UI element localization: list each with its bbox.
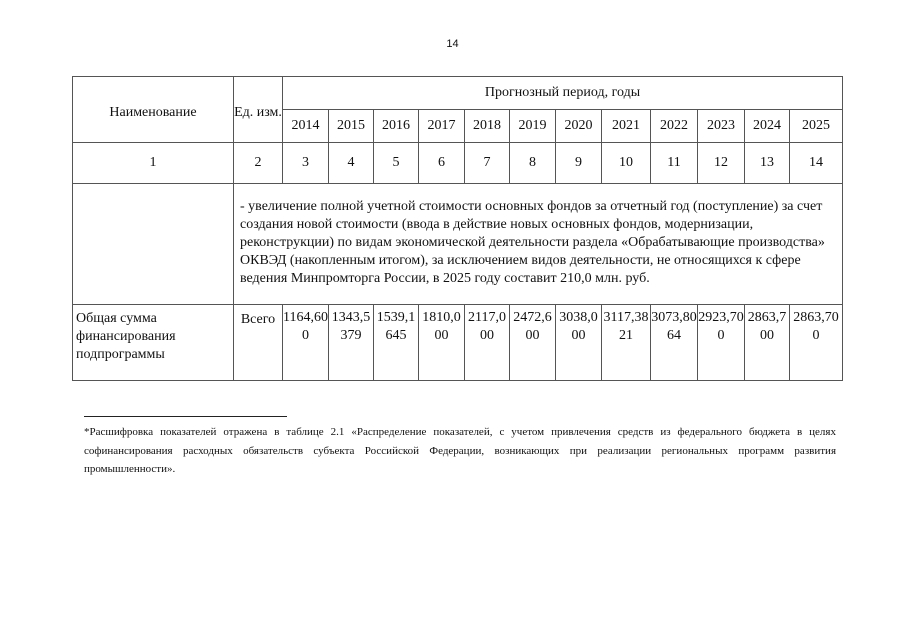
year-cell: 2016	[374, 110, 419, 143]
row-unit: Всего	[234, 305, 283, 381]
column-number: 3	[283, 143, 329, 184]
value-cell: 2472,600	[510, 305, 556, 381]
column-number: 2	[234, 143, 283, 184]
value-cell: 3073,8064	[651, 305, 698, 381]
value-cell: 1164,600	[283, 305, 329, 381]
page-number: 14	[446, 38, 459, 50]
year-cell: 2021	[602, 110, 651, 143]
value-cell: 2117,000	[465, 305, 510, 381]
column-number: 10	[602, 143, 651, 184]
value-cell: 1343,5379	[329, 305, 374, 381]
column-number: 14	[790, 143, 843, 184]
year-cell: 2015	[329, 110, 374, 143]
column-number: 6	[419, 143, 465, 184]
year-cell: 2017	[419, 110, 465, 143]
header-name: Наименование	[73, 77, 234, 143]
value-cell: 1539,1645	[374, 305, 419, 381]
value-cell: 2863,700	[745, 305, 790, 381]
column-number: 9	[556, 143, 602, 184]
column-number: 8	[510, 143, 556, 184]
year-cell: 2023	[698, 110, 745, 143]
column-number: 12	[698, 143, 745, 184]
year-cell: 2020	[556, 110, 602, 143]
column-number: 5	[374, 143, 419, 184]
row-label: Общая сумма финансирования подпрограммы	[73, 305, 234, 381]
header-unit: Ед. изм.	[234, 77, 283, 143]
column-number: 7	[465, 143, 510, 184]
footnote: *Расшифровка показателей отражена в таблице 2.1 «Распределение показателей, с учетом привлечения средств из федерального бюджета в целях софинансирования расходных обязательств субъекта Российской Федерации, возникающих при реализации региональных программ развития промышленности».	[84, 426, 836, 475]
indicator-description: - увеличение полной учетной стоимости основных фондов за отчетный год (поступление) за счет создания новой стоимости (ввода в действие новых основных фондов, модернизации, реконструкции) по видам экономической деятельности раздела «Обрабатывающие производства» ОКВЭД (накопленным итогом), за исключением видов деятельности, не относящихся к сфере ведения Минпромторга России, в 2025 году составит 210,0 млн. руб.	[234, 184, 843, 305]
year-cell: 2022	[651, 110, 698, 143]
year-cell: 2014	[283, 110, 329, 143]
year-cell: 2025	[790, 110, 843, 143]
value-cell: 2923,700	[698, 305, 745, 381]
value-cell: 2863,700	[790, 305, 843, 381]
header-period: Прогнозный период, годы	[283, 77, 843, 110]
year-cell: 2024	[745, 110, 790, 143]
empty-cell	[73, 184, 234, 305]
column-number: 1	[73, 143, 234, 184]
year-cell: 2019	[510, 110, 556, 143]
year-cell: 2018	[465, 110, 510, 143]
footnote-divider	[84, 416, 287, 417]
column-number: 13	[745, 143, 790, 184]
value-cell: 3038,000	[556, 305, 602, 381]
indicators-table	[72, 76, 843, 381]
value-cell: 3117,3821	[602, 305, 651, 381]
column-number: 11	[651, 143, 698, 184]
value-cell: 1810,000	[419, 305, 465, 381]
column-number: 4	[329, 143, 374, 184]
